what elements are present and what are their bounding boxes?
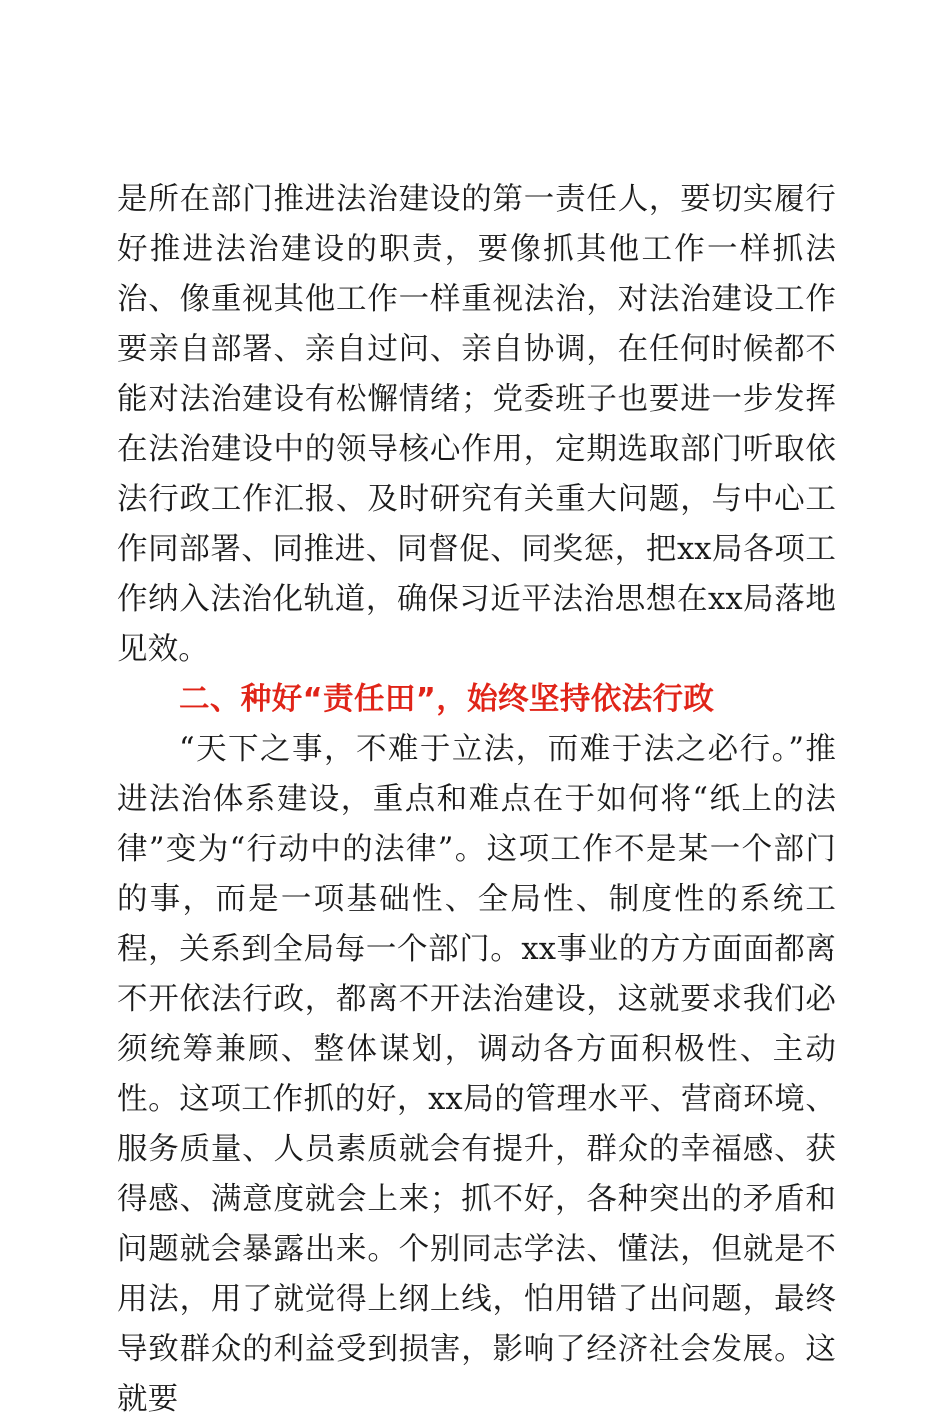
document-text-body <box>117 175 836 1425</box>
section-heading-two: 二、种好“责任田”，始终坚持依法行政 <box>179 682 715 717</box>
body-paragraph-section-two: “天下之事，不难于立法，而难于法之必行。”推进法治体系建设，重点和难点在于如何将“纸上的法律”变为“行动中的法律”。这项工作不是某一个部门的事，而是一项基础性、全局性、制度性的系统工程，关系到全局每一个部门。xx事业的方方面面都离不开依法行政，都离不开法治建设，这就要求我们必须统筹兼顾、整体谋划，调动各方面积极性、主动性。这项工作抓的好，xx局的管理水平、营商环境、服务质量、人员素质就会有提升，群众的幸福感、获得感、满意度就会上来；抓不好，各种突出的矛盾和问题就会暴露出来。个别同志学法、懂法，但就是不用法，用了就觉得上纲上线，怕用错了出问题，最终导致群众的利益受到损害，影响了经济社会发展。这就要 <box>117 732 836 1417</box>
body-paragraph-continued: 是所在部门推进法治建设的第一责任人，要切实履行好推进法治建设的职责，要像抓其他工作一样抓法治、像重视其他工作一样重视法治，对法治建设工作要亲自部署、亲自过问、亲自协调，在任何时候都不能对法治建设有松懈情绪；党委班子也要进一步发挥在法治建设中的领导核心作用，定期选取部门听取依法行政工作汇报、及时研究有关重大问题，与中心工作同部署、同推进、同督促、同奖惩，把xx局各项工作纳入法治化轨道，确保习近平法治思想在xx局落地见效。 <box>117 182 836 667</box>
